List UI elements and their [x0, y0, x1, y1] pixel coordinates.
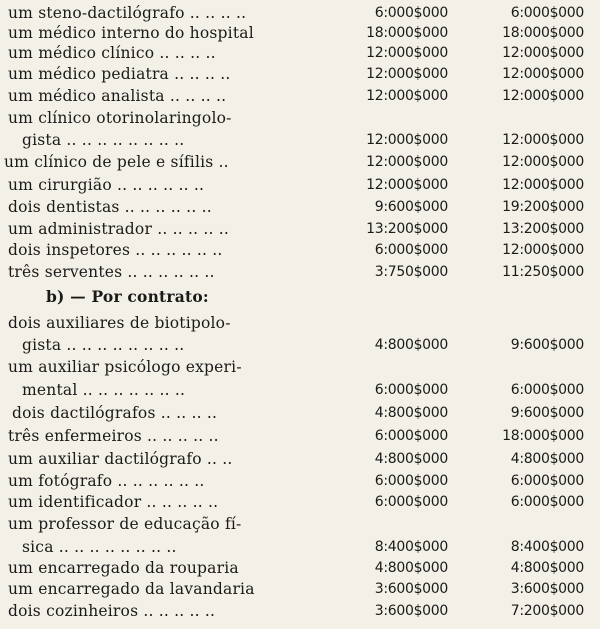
- table-row: [0, 313, 600, 334]
- annual-salary-value: 12:000$000: [366, 132, 448, 148]
- table-row: [0, 558, 600, 579]
- row-description: um steno-dactilógrafo .. .. .. ..: [8, 4, 247, 22]
- annual-salary-value: 18:000$000: [366, 25, 448, 41]
- table-row: [0, 3, 600, 24]
- table-row: [0, 130, 600, 151]
- total-value: 19:200$000: [502, 199, 584, 215]
- table-row: [0, 426, 600, 447]
- total-value: 11:250$000: [502, 264, 584, 280]
- row-description: um auxiliar psicólogo experi-: [8, 358, 242, 376]
- table-row: [0, 357, 600, 378]
- section-heading-text: b) — Por contrato:: [46, 287, 209, 306]
- table-row: [0, 43, 600, 64]
- table-row: [0, 152, 600, 173]
- annual-salary-value: 3:600$000: [374, 603, 448, 619]
- row-description: um médico clínico .. .. .. ..: [8, 44, 216, 62]
- total-value: 12:000$000: [502, 154, 584, 170]
- table-row: [0, 380, 600, 401]
- row-description: um auxiliar dactilógrafo .. ..: [8, 450, 233, 468]
- annual-salary-value: 12:000$000: [366, 66, 448, 82]
- total-value: 9:600$000: [510, 337, 584, 353]
- table-row: [0, 449, 600, 470]
- row-description: dois cozinheiros .. .. .. .. ..: [8, 602, 216, 620]
- total-value: 12:000$000: [502, 132, 584, 148]
- row-description: dois auxiliares de biotipolo-: [8, 314, 231, 332]
- annual-salary-value: 3:600$000: [374, 581, 448, 597]
- total-value: 6:000$000: [510, 5, 584, 21]
- row-description: um professor de educação fí-: [8, 515, 242, 533]
- row-description: sica .. .. .. .. .. .. .. ..: [22, 538, 177, 556]
- table-row: [0, 23, 600, 44]
- total-value: 18:000$000: [502, 25, 584, 41]
- row-description: um encarregado da rouparia: [8, 559, 239, 577]
- row-description: três enfermeiros .. .. .. .. ..: [8, 427, 219, 445]
- table-row: [0, 86, 600, 107]
- total-value: 13:200$000: [502, 221, 584, 237]
- row-description: um identificador .. .. .. .. ..: [8, 493, 219, 511]
- total-value: 12:000$000: [502, 45, 584, 61]
- table-row: [0, 108, 600, 129]
- annual-salary-value: 6:000$000: [374, 382, 448, 398]
- annual-salary-value: 6:000$000: [374, 5, 448, 21]
- row-description: dois inspetores .. .. .. .. .. ..: [8, 241, 223, 259]
- table-row: [0, 514, 600, 535]
- table-row: [0, 335, 600, 356]
- table-row: [0, 175, 600, 196]
- annual-salary-value: 13:200$000: [366, 221, 448, 237]
- annual-salary-value: 8:400$000: [374, 539, 448, 555]
- table-row: [0, 262, 600, 283]
- total-value: 4:800$000: [510, 451, 584, 467]
- row-description: gista .. .. .. .. .. .. .. ..: [22, 131, 185, 149]
- row-description: um administrador .. .. .. .. ..: [8, 220, 229, 238]
- total-value: 6:000$000: [510, 382, 584, 398]
- total-value: 12:000$000: [502, 177, 584, 193]
- row-description: dois dentistas .. .. .. .. .. ..: [8, 198, 212, 216]
- row-description: um médico analista .. .. .. ..: [8, 87, 227, 105]
- row-description: mental .. .. .. .. .. .. ..: [22, 381, 186, 399]
- total-value: 7:200$000: [510, 603, 584, 619]
- annual-salary-value: 9:600$000: [374, 199, 448, 215]
- total-value: 4:800$000: [510, 560, 584, 576]
- row-description: um encarregado da lavandaria: [8, 580, 255, 598]
- annual-salary-value: 12:000$000: [366, 154, 448, 170]
- annual-salary-value: 6:000$000: [374, 494, 448, 510]
- annual-salary-value: 4:800$000: [374, 405, 448, 421]
- table-row: [0, 64, 600, 85]
- total-value: 9:600$000: [510, 405, 584, 421]
- table-row: [0, 579, 600, 600]
- annual-salary-value: 12:000$000: [366, 88, 448, 104]
- total-value: 6:000$000: [510, 494, 584, 510]
- annual-salary-value: 12:000$000: [366, 177, 448, 193]
- total-value: 6:000$000: [510, 473, 584, 489]
- total-value: 8:400$000: [510, 539, 584, 555]
- table-row: [0, 240, 600, 261]
- annual-salary-value: 3:750$000: [374, 264, 448, 280]
- row-description: um médico interno do hospital: [8, 24, 254, 42]
- row-description: um clínico de pele e sífilis ..: [4, 153, 229, 171]
- section-heading: [0, 286, 600, 307]
- annual-salary-value: 12:000$000: [366, 45, 448, 61]
- table-row: [0, 601, 600, 622]
- annual-salary-value: 6:000$000: [374, 473, 448, 489]
- row-description: um clínico otorinolaringolo-: [8, 109, 232, 127]
- annual-salary-value: 4:800$000: [374, 560, 448, 576]
- annual-salary-value: 4:800$000: [374, 451, 448, 467]
- annual-salary-value: 6:000$000: [374, 428, 448, 444]
- total-value: 3:600$000: [510, 581, 584, 597]
- total-value: 18:000$000: [502, 428, 584, 444]
- table-row: [0, 471, 600, 492]
- row-description: três serventes .. .. .. .. .. ..: [8, 263, 215, 281]
- annual-salary-value: 6:000$000: [374, 242, 448, 258]
- table-row: [0, 403, 600, 424]
- row-description: um fotógrafo .. .. .. .. .. ..: [8, 472, 205, 490]
- annual-salary-value: 4:800$000: [374, 337, 448, 353]
- table-row: [0, 197, 600, 218]
- table-row: [0, 219, 600, 240]
- row-description: gista .. .. .. .. .. .. .. ..: [22, 336, 185, 354]
- table-row: [0, 537, 600, 558]
- total-value: 12:000$000: [502, 66, 584, 82]
- row-description: dois dactilógrafos .. .. .. ..: [12, 404, 218, 422]
- table-row: [0, 492, 600, 513]
- row-description: um médico pediatra .. .. .. ..: [8, 65, 231, 83]
- row-description: um cirurgião .. .. .. .. .. ..: [8, 176, 205, 194]
- total-value: 12:000$000: [502, 88, 584, 104]
- total-value: 12:000$000: [502, 242, 584, 258]
